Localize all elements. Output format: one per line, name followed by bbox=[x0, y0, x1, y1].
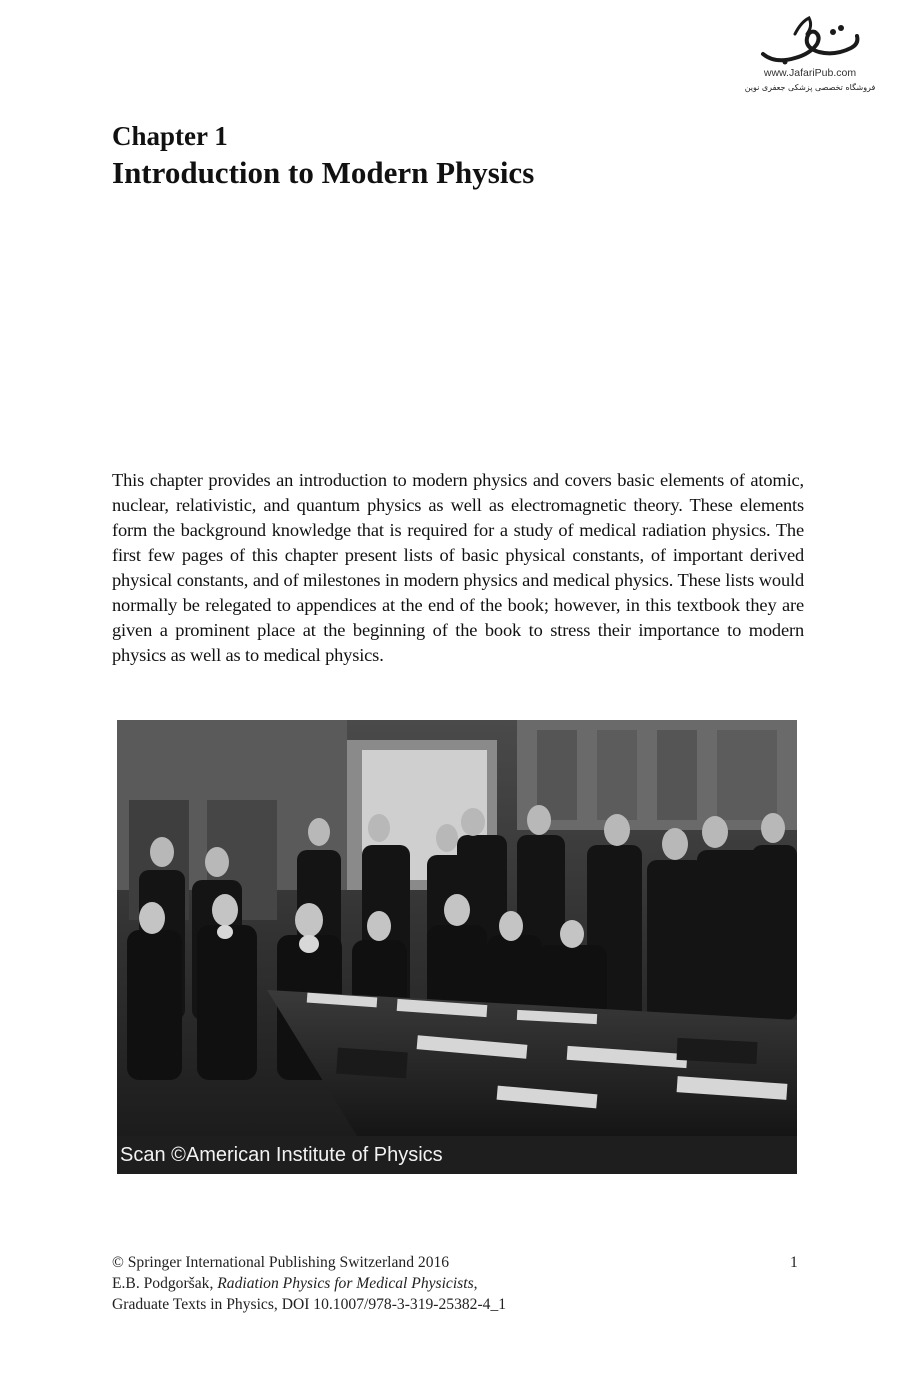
photo-caption: Scan ©American Institute of Physics bbox=[117, 1136, 797, 1174]
jafari-logo-icon bbox=[755, 14, 865, 66]
chapter-label: Chapter 1 bbox=[112, 121, 228, 151]
chapter-abstract: This chapter provides an introduction to modern physics and covers basic elements of atomic, nuclear, relativistic, and quantum physics as well as electromagnetic theory. These elements form the background knowledge that is required for a study of medical radiation physics. The first few pages of this chapter present lists of basic physical constants, of important derived physical constants, and of milestones in modern physics and medical physics. These lists would normally be relegated to appendices at the end of the book; however, in this textbook they are given a prominent place at the beginning of the book to stress their importance to modern physics as well as to medical physics. bbox=[112, 470, 804, 665]
logo-tagline: فروشگاه تخصصی پزشکی جعفری نوین bbox=[744, 83, 876, 92]
copyright-footer bbox=[112, 1252, 506, 1315]
group-photo-image bbox=[117, 720, 797, 1136]
copyright-line: © Springer International Publishing Switzerland 2016 bbox=[112, 1254, 450, 1271]
citation-line bbox=[112, 1273, 506, 1294]
series-doi-line: Graduate Texts in Physics, DOI 10.1007/978-3-319-25382-4_1 bbox=[112, 1296, 507, 1313]
solvay-conference-photo bbox=[117, 720, 797, 1174]
author-name: E.B. Podgoršak, bbox=[112, 1275, 218, 1292]
publisher-logo bbox=[730, 14, 890, 114]
page-number: 1 bbox=[790, 1254, 798, 1271]
chapter-title: Introduction to Modern Physics bbox=[112, 155, 535, 190]
book-title-suffix: , bbox=[473, 1275, 478, 1292]
logo-url: www.JafariPub.com bbox=[763, 67, 857, 79]
book-title: Radiation Physics for Medical Physicists bbox=[217, 1275, 474, 1292]
